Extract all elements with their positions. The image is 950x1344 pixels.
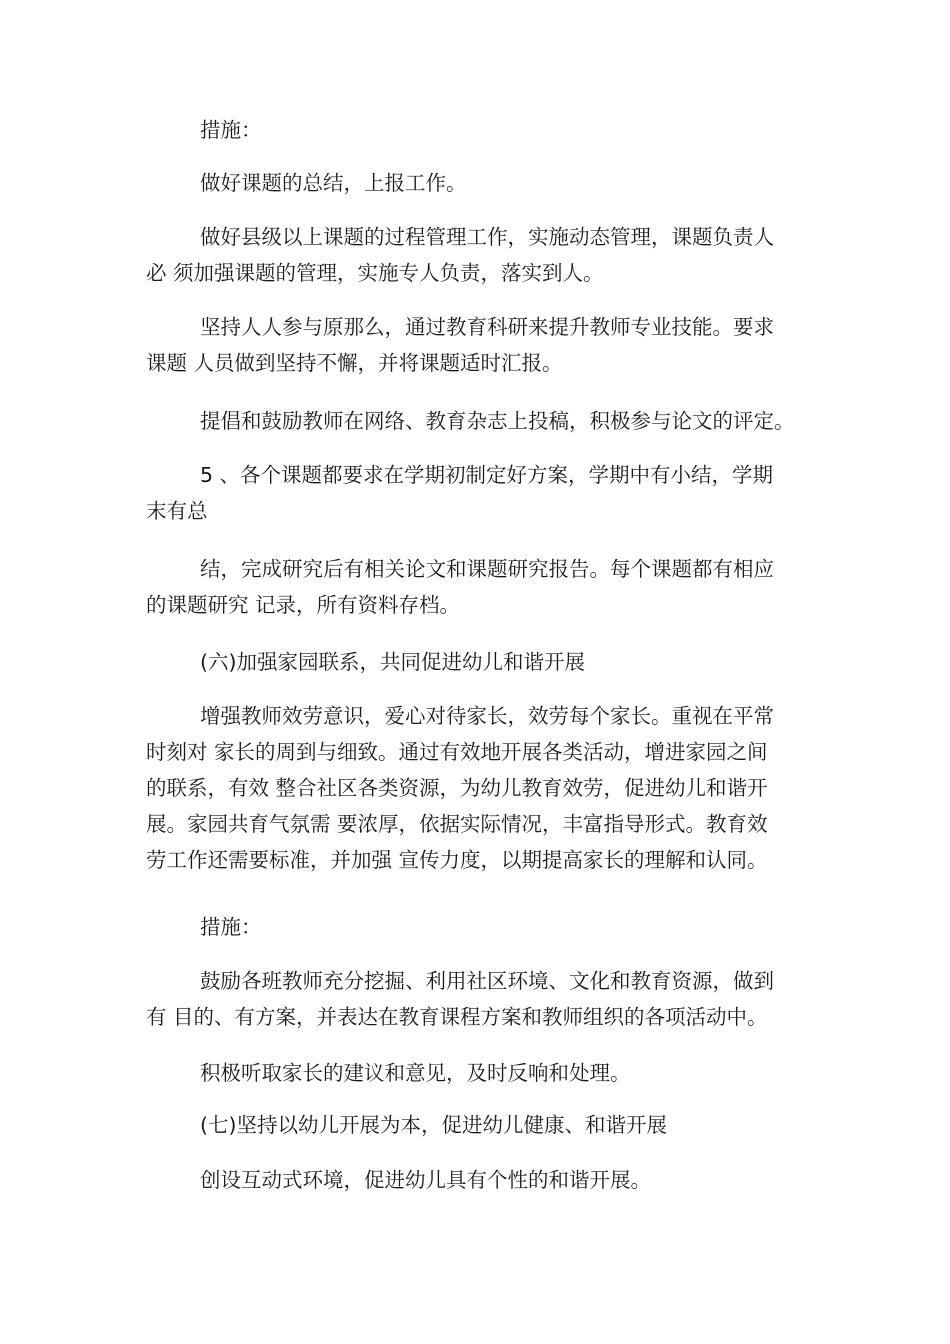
text-line: 做好课题的总结，上报工作。 (200, 171, 467, 195)
text-line: 的联系，有效 整合社区各类资源，为幼儿教育效劳，促进幼儿和谐开 (146, 776, 768, 800)
text-line: 的课题研究 记录，所有资料存档。 (146, 593, 461, 617)
section-heading-6 (146, 644, 826, 680)
text-line: 末有总 (146, 499, 208, 523)
paragraph-summary (146, 165, 826, 201)
text-line: 提倡和鼓励教师在网络、教育杂志上投稿，积极参与论文的评定。 (200, 409, 795, 433)
text-line: 做好县级以上课题的过程管理工作，实施动态管理，课题负责人 (200, 225, 774, 249)
text-line: 措施： (200, 915, 262, 939)
text-line: 鼓励各班教师充分挖掘、利用社区环境、文化和教育资源，做到 (200, 969, 774, 993)
paragraph-measures-heading-1 (146, 112, 826, 148)
paragraph-measures-heading-2 (146, 909, 826, 945)
text-line: 展。家园共育气氛需 要浓厚，依据实际情况，丰富指导形式。教育效 (146, 812, 768, 836)
text-line: 积极听取家长的建议和意见，及时反响和处理。 (200, 1061, 631, 1085)
paragraph-participation (146, 309, 826, 381)
paragraph-community-resources (146, 963, 826, 1035)
text-line: 创设互动式环境，促进幼儿具有个性的和谐开展。 (200, 1168, 651, 1192)
text-line: 坚持人人参与原那么，通过教育科研来提升教师专业技能。要求 (200, 315, 774, 339)
paragraph-service-awareness (146, 698, 826, 878)
paragraph-publishing (146, 403, 826, 439)
paragraph-interactive-environment (146, 1162, 826, 1198)
text-line: 时刻对 家长的周到与细致。通过有效地开展各类活动，增进家园之间 (146, 740, 768, 764)
paragraph-parent-feedback (146, 1055, 826, 1091)
text-line: 结，完成研究后有相关论文和课题研究报告。每个课题都有相应 (200, 557, 774, 581)
text-line: 措施： (200, 118, 262, 142)
text-line: 有 目的、有方案，并表达在教育课程方案和教师组织的各项活动中。 (146, 1005, 768, 1029)
text-line: 劳工作还需要标准，并加强 宣传力度，以期提高家长的理解和认同。 (146, 848, 768, 872)
text-line: 5 、各个课题都要求在学期初制定好方案，学期中有小结，学期 (200, 463, 774, 487)
text-line: 增强教师效劳意识，爱心对待家长，效劳每个家长。重视在平常 (200, 704, 774, 728)
text-line: (七)坚持以幼儿开展为本，促进幼儿健康、和谐开展 (200, 1113, 667, 1137)
text-line: 课题 人员做到坚持不懈，并将课题适时汇报。 (146, 351, 563, 375)
text-line: 必 须加强课题的管理，实施专人负责，落实到人。 (146, 261, 604, 285)
section-heading-7 (146, 1107, 826, 1143)
paragraph-research-report (146, 551, 826, 623)
text-line: (六)加强家园联系，共同促进幼儿和谐开展 (200, 650, 585, 674)
paragraph-item-5 (146, 457, 826, 529)
paragraph-process-management (146, 219, 826, 291)
